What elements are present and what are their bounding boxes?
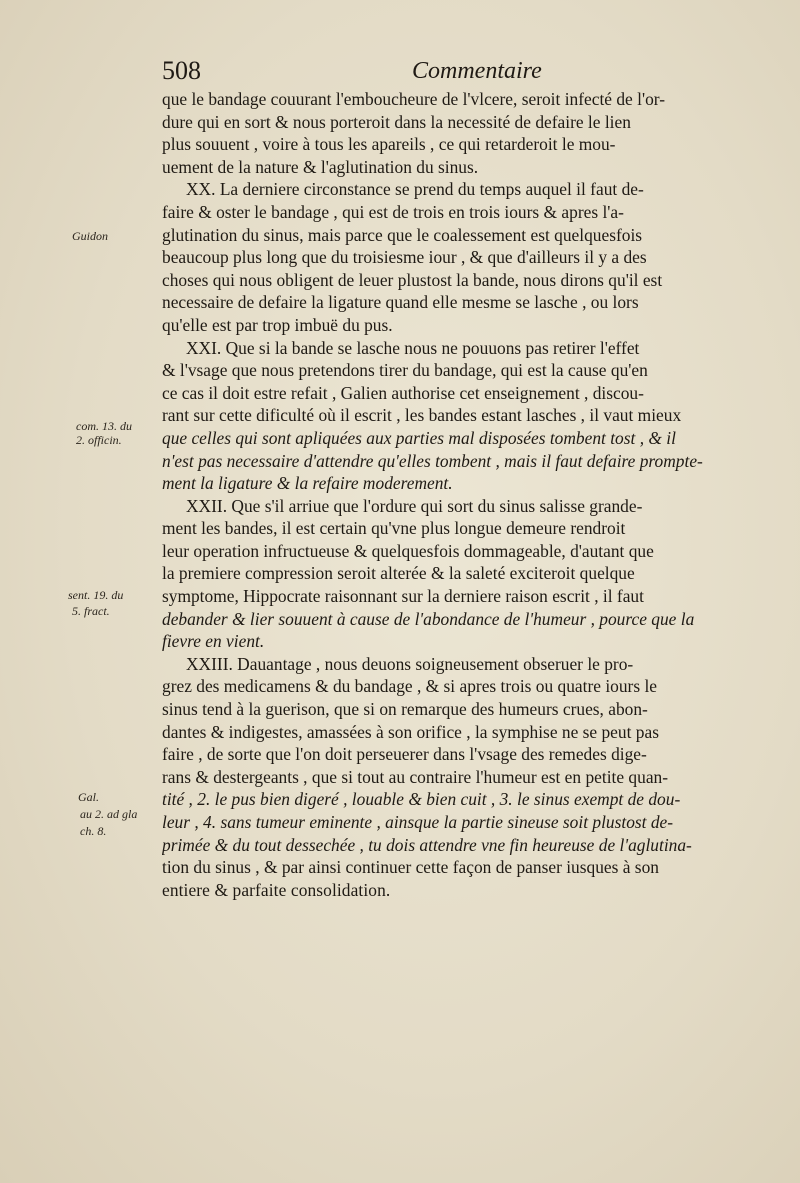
text-line: tité , 2. le pus bien digeré , louable & bien cuit , 3. le sinus exempt de dou- (162, 789, 681, 810)
text-line: uement de la nature & l'aglutination du sinus. (162, 156, 479, 177)
margin-note: Guidon (72, 229, 108, 243)
text-line: ce cas il doit estre refait , Galien authorise cet enseignement , discou- (162, 382, 644, 403)
text-line: beaucoup plus long que du troisiesme iour , & que d'ailleurs il y a des (162, 247, 647, 268)
text-line: qu'elle est par trop imbuë du pus. (162, 314, 393, 335)
text-line: & l'vsage que nous pretendons tirer du bandage, qui est la cause qu'en (162, 360, 648, 381)
margin-note: 2. officin. (76, 433, 122, 447)
text-line: la premiere compression seroit alterée & la saleté exciteroit quelque (162, 563, 635, 584)
text-line: ment la ligature & la refaire moderement. (162, 473, 453, 494)
text-line: debander & lier souuent à cause de l'abondance de l'humeur , pource que la (162, 608, 695, 629)
text-line: tion du sinus , & par ainsi continuer cette façon de panser iusques à son (162, 857, 659, 878)
text-line: n'est pas necessaire d'attendre qu'elles tombent , mais il faut defaire prompte- (162, 450, 703, 471)
text-line: primée & du tout dessechée , tu dois attendre vne fin heureuse de l'aglutina- (162, 834, 692, 855)
text-line: entiere & parfaite consolidation. (162, 879, 391, 900)
page-number: 508 (162, 56, 201, 85)
text-line: dure qui en sort & nous porteroit dans la necessité de defaire le lien (162, 111, 631, 132)
margin-notes (0, 0, 160, 1183)
margin-note: com. 13. du (76, 419, 132, 433)
text-line: leur , 4. sans tumeur eminente , ainsque la partie sineuse soit plustost de- (162, 812, 674, 832)
margin-note: Gal. (78, 790, 99, 804)
text-line: XX. La derniere circonstance se prend du temps auquel il faut de- (186, 179, 644, 200)
margin-note: au 2. ad gla (80, 807, 138, 821)
text-line: rans & destergeants , que si tout au contraire l'humeur est en petite quan- (162, 766, 669, 787)
text-line: rant sur cette dificulté où il escrit , les bandes estant lasches , il vaut mieux (162, 405, 682, 426)
margin-note: 5. fract. (72, 604, 110, 618)
text-line: glutination du sinus, mais parce que le coalessement est quelquesfois (162, 224, 643, 245)
text-line: dantes & indigestes, amassées à son orifice , la symphise ne se peut pas (162, 721, 659, 742)
margin-note: ch. 8. (80, 824, 107, 838)
text-line: XXIII. Dauantage , nous deuons soigneusement obseruer le pro- (186, 653, 634, 674)
text-line: fievre en vient. (162, 631, 265, 652)
text-line: faire , de sorte que l'on doit perseuerer dans l'vsage des remedes dige- (162, 744, 647, 765)
text-line: que le bandage couurant l'emboucheure de l'vlcere, seroit infecté de l'or- (162, 89, 666, 109)
text-line: sinus tend à la guerison, que si on remarque des humeurs crues, abon- (162, 699, 648, 720)
body-text (162, 88, 787, 901)
margin-note: sent. 19. du (68, 588, 124, 602)
running-title: Commentaire (412, 58, 542, 84)
text-line: symptome, Hippocrate raisonnant sur la derniere raison escrit , il faut (162, 586, 644, 607)
text-line: necessaire de defaire la ligature quand elle mesme se lasche , ou lors (162, 292, 639, 313)
text-line: grez des medicamens & du bandage , & si apres trois ou quatre iours le (162, 676, 658, 697)
text-line: ment les bandes, il est certain qu'vne plus longue demeure rendroit (162, 518, 626, 539)
text-line: plus souuent , voire à tous les apareils , ce qui retarderoit le mou- (162, 134, 616, 155)
text-line: leur operation infructueuse & quelquesfois dommageable, d'autant que (162, 540, 654, 561)
text-line: que celles qui sont apliquées aux parties mal disposées tombent tost , & il (162, 427, 676, 448)
text-line: faire & oster le bandage , qui est de trois en trois iours & apres l'a- (162, 201, 624, 222)
text-line: choses qui nous obligent de leuer plustost la bande, nous dirons qu'il est (162, 269, 663, 290)
page-header (162, 56, 632, 90)
text-line: XXII. Que s'il arriue que l'ordure qui sort du sinus salisse grande- (186, 495, 643, 516)
text-line: XXI. Que si la bande se lasche nous ne pouuons pas retirer l'effet (186, 337, 640, 358)
